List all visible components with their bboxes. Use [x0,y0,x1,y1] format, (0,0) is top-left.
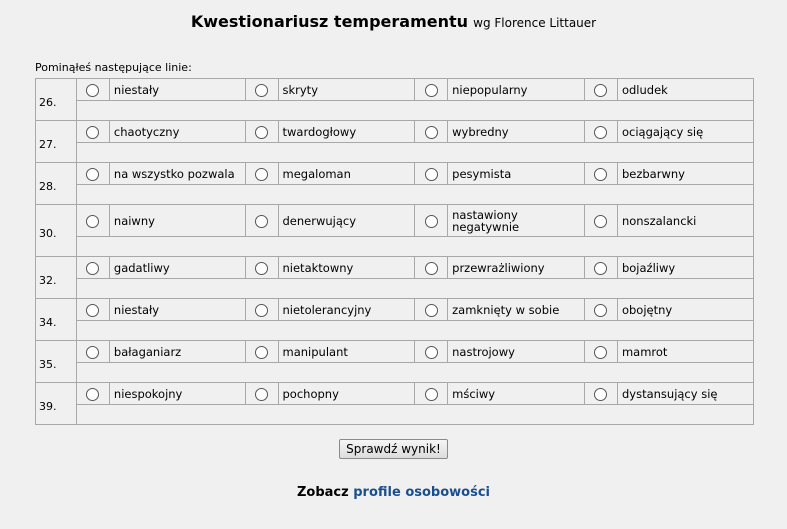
question-row [36,79,754,101]
question-row-spacer [36,363,754,383]
skipped-lines-notice: Pominąłeś następujące linie: [35,61,192,74]
option-label: bojaźliwy [617,257,753,279]
option-label: nastrojowy [448,341,585,363]
option-radio-cell [76,341,109,363]
option-radio[interactable] [594,388,607,401]
option-radio[interactable] [255,304,268,317]
row-spacer-cell [76,279,753,299]
option-radio[interactable] [255,126,268,139]
option-radio-cell [76,121,109,143]
option-radio-cell [76,383,109,405]
option-radio-cell [76,79,109,101]
option-radio-cell [585,257,618,279]
question-row-spacer [36,237,754,257]
option-radio[interactable] [594,262,607,275]
option-radio[interactable] [255,262,268,275]
row-spacer-cell [76,143,753,163]
option-radio[interactable] [425,168,438,181]
option-radio-cell [245,121,278,143]
option-label: pochopny [278,383,415,405]
row-spacer-cell [76,185,753,205]
option-radio-cell [585,79,618,101]
option-radio[interactable] [425,84,438,97]
option-label: chaotyczny [109,121,245,143]
option-label: nastawiony negatywnie [448,205,585,237]
row-number: 26. [36,79,77,121]
page-title [0,12,787,31]
option-label: skryty [278,79,415,101]
option-radio[interactable] [425,126,438,139]
option-radio-cell [245,341,278,363]
row-number: 27. [36,121,77,163]
option-label: przewrażliwiony [448,257,585,279]
questionnaire-table [35,78,754,425]
option-radio-cell [415,383,448,405]
option-radio[interactable] [594,84,607,97]
option-radio-cell [585,121,618,143]
option-radio-cell [245,299,278,321]
question-row-spacer [36,143,754,163]
option-radio[interactable] [255,215,268,228]
option-label: gadatliwy [109,257,245,279]
question-row-spacer [36,321,754,341]
row-number: 32. [36,257,77,299]
option-radio[interactable] [425,346,438,359]
option-radio[interactable] [594,215,607,228]
question-row [36,341,754,363]
option-label: dystansujący się [617,383,753,405]
question-row [36,383,754,405]
title-main: Kwestionariusz temperamentu [190,12,469,31]
option-radio-cell [245,163,278,185]
personality-profiles-link[interactable]: profile osobowości [353,485,490,500]
question-row [36,205,754,237]
option-label: naiwny [109,205,245,237]
option-radio[interactable] [86,126,99,139]
option-radio[interactable] [86,84,99,97]
row-number: 34. [36,299,77,341]
option-label: niestały [109,299,245,321]
option-radio-cell [415,299,448,321]
option-radio-cell [76,257,109,279]
row-number: 39. [36,383,77,425]
option-label: bezbarwny [617,163,753,185]
option-label: niespokojny [109,383,245,405]
question-row-spacer [36,279,754,299]
option-label: odludek [617,79,753,101]
option-radio-cell [415,121,448,143]
row-spacer-cell [76,321,753,341]
option-radio[interactable] [594,346,607,359]
question-row-spacer [36,405,754,425]
option-radio-cell [585,341,618,363]
option-radio-cell [415,341,448,363]
question-row [36,121,754,143]
option-radio-cell [76,205,109,237]
option-radio[interactable] [86,215,99,228]
option-radio[interactable] [425,262,438,275]
option-radio-cell [245,205,278,237]
option-label: denerwujący [278,205,415,237]
option-label: na wszystko pozwala [109,163,245,185]
option-label: ociągający się [617,121,753,143]
row-number: 28. [36,163,77,205]
footer-link-line [0,485,787,500]
option-radio-cell [415,257,448,279]
option-label: niestały [109,79,245,101]
option-radio[interactable] [425,388,438,401]
option-label: bałaganiarz [109,341,245,363]
option-radio-cell [585,299,618,321]
option-radio[interactable] [86,346,99,359]
option-radio-cell [76,163,109,185]
question-row [36,163,754,185]
option-label: obojętny [617,299,753,321]
row-number: 30. [36,205,77,257]
option-label: manipulant [278,341,415,363]
option-radio-cell [585,383,618,405]
question-row-spacer [36,101,754,121]
question-row [36,299,754,321]
option-radio[interactable] [255,84,268,97]
footer-prefix: Zobacz [296,485,349,500]
option-radio-cell [415,205,448,237]
option-radio[interactable] [594,168,607,181]
option-radio-cell [245,383,278,405]
option-radio[interactable] [255,388,268,401]
option-radio[interactable] [594,126,607,139]
question-row [36,257,754,279]
option-radio[interactable] [255,346,268,359]
option-radio-cell [76,299,109,321]
row-spacer-cell [76,405,753,425]
option-radio-cell [415,163,448,185]
option-label: mamrot [617,341,753,363]
option-label: megaloman [278,163,415,185]
option-label: mściwy [448,383,585,405]
check-result-button[interactable]: Sprawdź wynik! [339,439,448,459]
option-radio[interactable] [86,262,99,275]
option-label: nietaktowny [278,257,415,279]
option-radio[interactable] [86,388,99,401]
option-radio[interactable] [86,168,99,181]
option-radio-cell [415,79,448,101]
option-radio[interactable] [425,215,438,228]
option-radio-cell [245,79,278,101]
option-radio[interactable] [255,168,268,181]
option-radio-cell [585,163,618,185]
option-label: pesymista [448,163,585,185]
option-label: zamknięty w sobie [448,299,585,321]
row-spacer-cell [76,101,753,121]
row-number: 35. [36,341,77,383]
title-subtitle: wg Florence Littauer [473,16,597,30]
option-radio-cell [585,205,618,237]
row-spacer-cell [76,237,753,257]
option-label: niepopularny [448,79,585,101]
option-label: wybredny [448,121,585,143]
option-radio[interactable] [594,304,607,317]
option-radio[interactable] [86,304,99,317]
option-radio[interactable] [425,304,438,317]
option-label: nonszalancki [617,205,753,237]
option-radio-cell [245,257,278,279]
option-label: twardogłowy [278,121,415,143]
row-spacer-cell [76,363,753,383]
option-label: nietolerancyjny [278,299,415,321]
question-row-spacer [36,185,754,205]
